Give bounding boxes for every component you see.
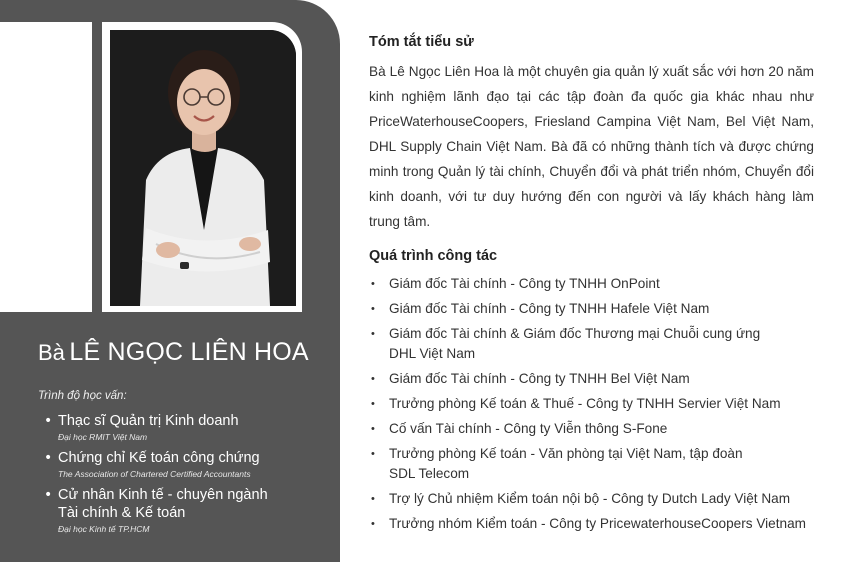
career-text: Trợ lý Chủ nhiệm Kiểm toán nội bộ - Công ty Dutch Lady Việt Nam: [389, 491, 791, 506]
career-item: [369, 419, 814, 439]
career-text-continued: DHL Việt Nam: [389, 346, 476, 361]
career-item: [369, 369, 814, 389]
career-text-continued: SDL Telecom: [389, 466, 470, 481]
bullet-icon: •: [371, 518, 375, 530]
education-item: [44, 486, 334, 534]
career-text: Giám đốc Tài chính & Giám đốc Thương mại Chuỗi cung ứng: [389, 326, 761, 341]
career-item: [369, 514, 814, 534]
content-column: [369, 34, 814, 539]
school: Đại học Kinh tế TP.HCM: [58, 524, 150, 534]
biography-text: Bà Lê Ngọc Liên Hoa là một chuyên gia quản lý xuất sắc với hơn 20 năm kinh nghiệm lãnh đạo tại các tập đoàn đa quốc gia khác nhau như PriceWaterhouseCoopers, Friesland Campina Việt Nam, Bel Việt Nam, DHL Supply Chain Việt Nam. Bà đã có những thành tích và được chứng minh trong Quản lý tài chính, Chuyển đổi và phát triển nhóm, Chuyển đổi kinh doanh, với tư duy hướng đến con người và lấy khách hàng làm trung tâm.: [369, 64, 814, 229]
career-text: Trưởng phòng Kế toán & Thuế - Công ty TNHH Servier Việt Nam: [389, 396, 781, 411]
honorific: Bà: [38, 340, 65, 365]
bullet-icon: •: [44, 450, 53, 466]
school: The Association of Chartered Certified Accountants: [58, 469, 251, 479]
decorative-white-block: [0, 22, 92, 312]
degree: Thạc sĩ Quản trị Kinh doanh: [58, 413, 239, 429]
education-label: Trình độ học vấn:: [38, 390, 127, 402]
career-text: Cố vấn Tài chính - Công ty Viễn thông S-Fone: [389, 421, 668, 436]
career-item: [369, 444, 814, 484]
portrait-photo: [110, 30, 296, 306]
bullet-icon: •: [371, 448, 375, 460]
degree: Cử nhân Kinh tế - chuyên ngành: [58, 487, 268, 503]
education-item: [44, 449, 334, 479]
career-text: Giám đốc Tài chính - Công ty TNHH OnPoint: [389, 276, 660, 291]
education-list: [44, 412, 334, 541]
career-item: [369, 489, 814, 509]
school: Đại học RMIT Việt Nam: [58, 432, 148, 442]
bullet-icon: •: [371, 423, 375, 435]
bullet-icon: •: [371, 373, 375, 385]
full-name: LÊ NGỌC LIÊN HOA: [69, 338, 309, 366]
bullet-icon: •: [44, 487, 53, 503]
degree: Chứng chỉ Kế toán công chứng: [58, 450, 260, 466]
career-item: [369, 394, 814, 414]
career-item: [369, 299, 814, 319]
degree-continued: Tài chính & Kế toán: [58, 505, 186, 521]
career-item: [369, 274, 814, 294]
bullet-icon: •: [371, 328, 375, 340]
person-name: [38, 338, 309, 367]
bullet-icon: •: [371, 278, 375, 290]
summary-heading: Tóm tắt tiểu sử: [369, 34, 474, 50]
bullet-icon: •: [371, 493, 375, 505]
career-item: [369, 324, 814, 364]
career-text: Giám đốc Tài chính - Công ty TNHH Bel Việt Nam: [389, 371, 690, 386]
bullet-icon: •: [371, 303, 375, 315]
portrait-illustration: [110, 30, 296, 306]
education-item: [44, 412, 334, 442]
bullet-icon: •: [44, 413, 53, 429]
career-text: Trưởng phòng Kế toán - Văn phòng tại Việt Nam, tập đoàn: [389, 446, 743, 461]
career-text: Trưởng nhóm Kiểm toán - Công ty PricewaterhouseCoopers Vietnam: [389, 516, 806, 531]
career-text: Giám đốc Tài chính - Công ty TNHH Hafele Việt Nam: [389, 301, 710, 316]
career-list: [369, 274, 814, 534]
bullet-icon: •: [371, 398, 375, 410]
career-heading: Quá trình công tác: [369, 248, 498, 264]
